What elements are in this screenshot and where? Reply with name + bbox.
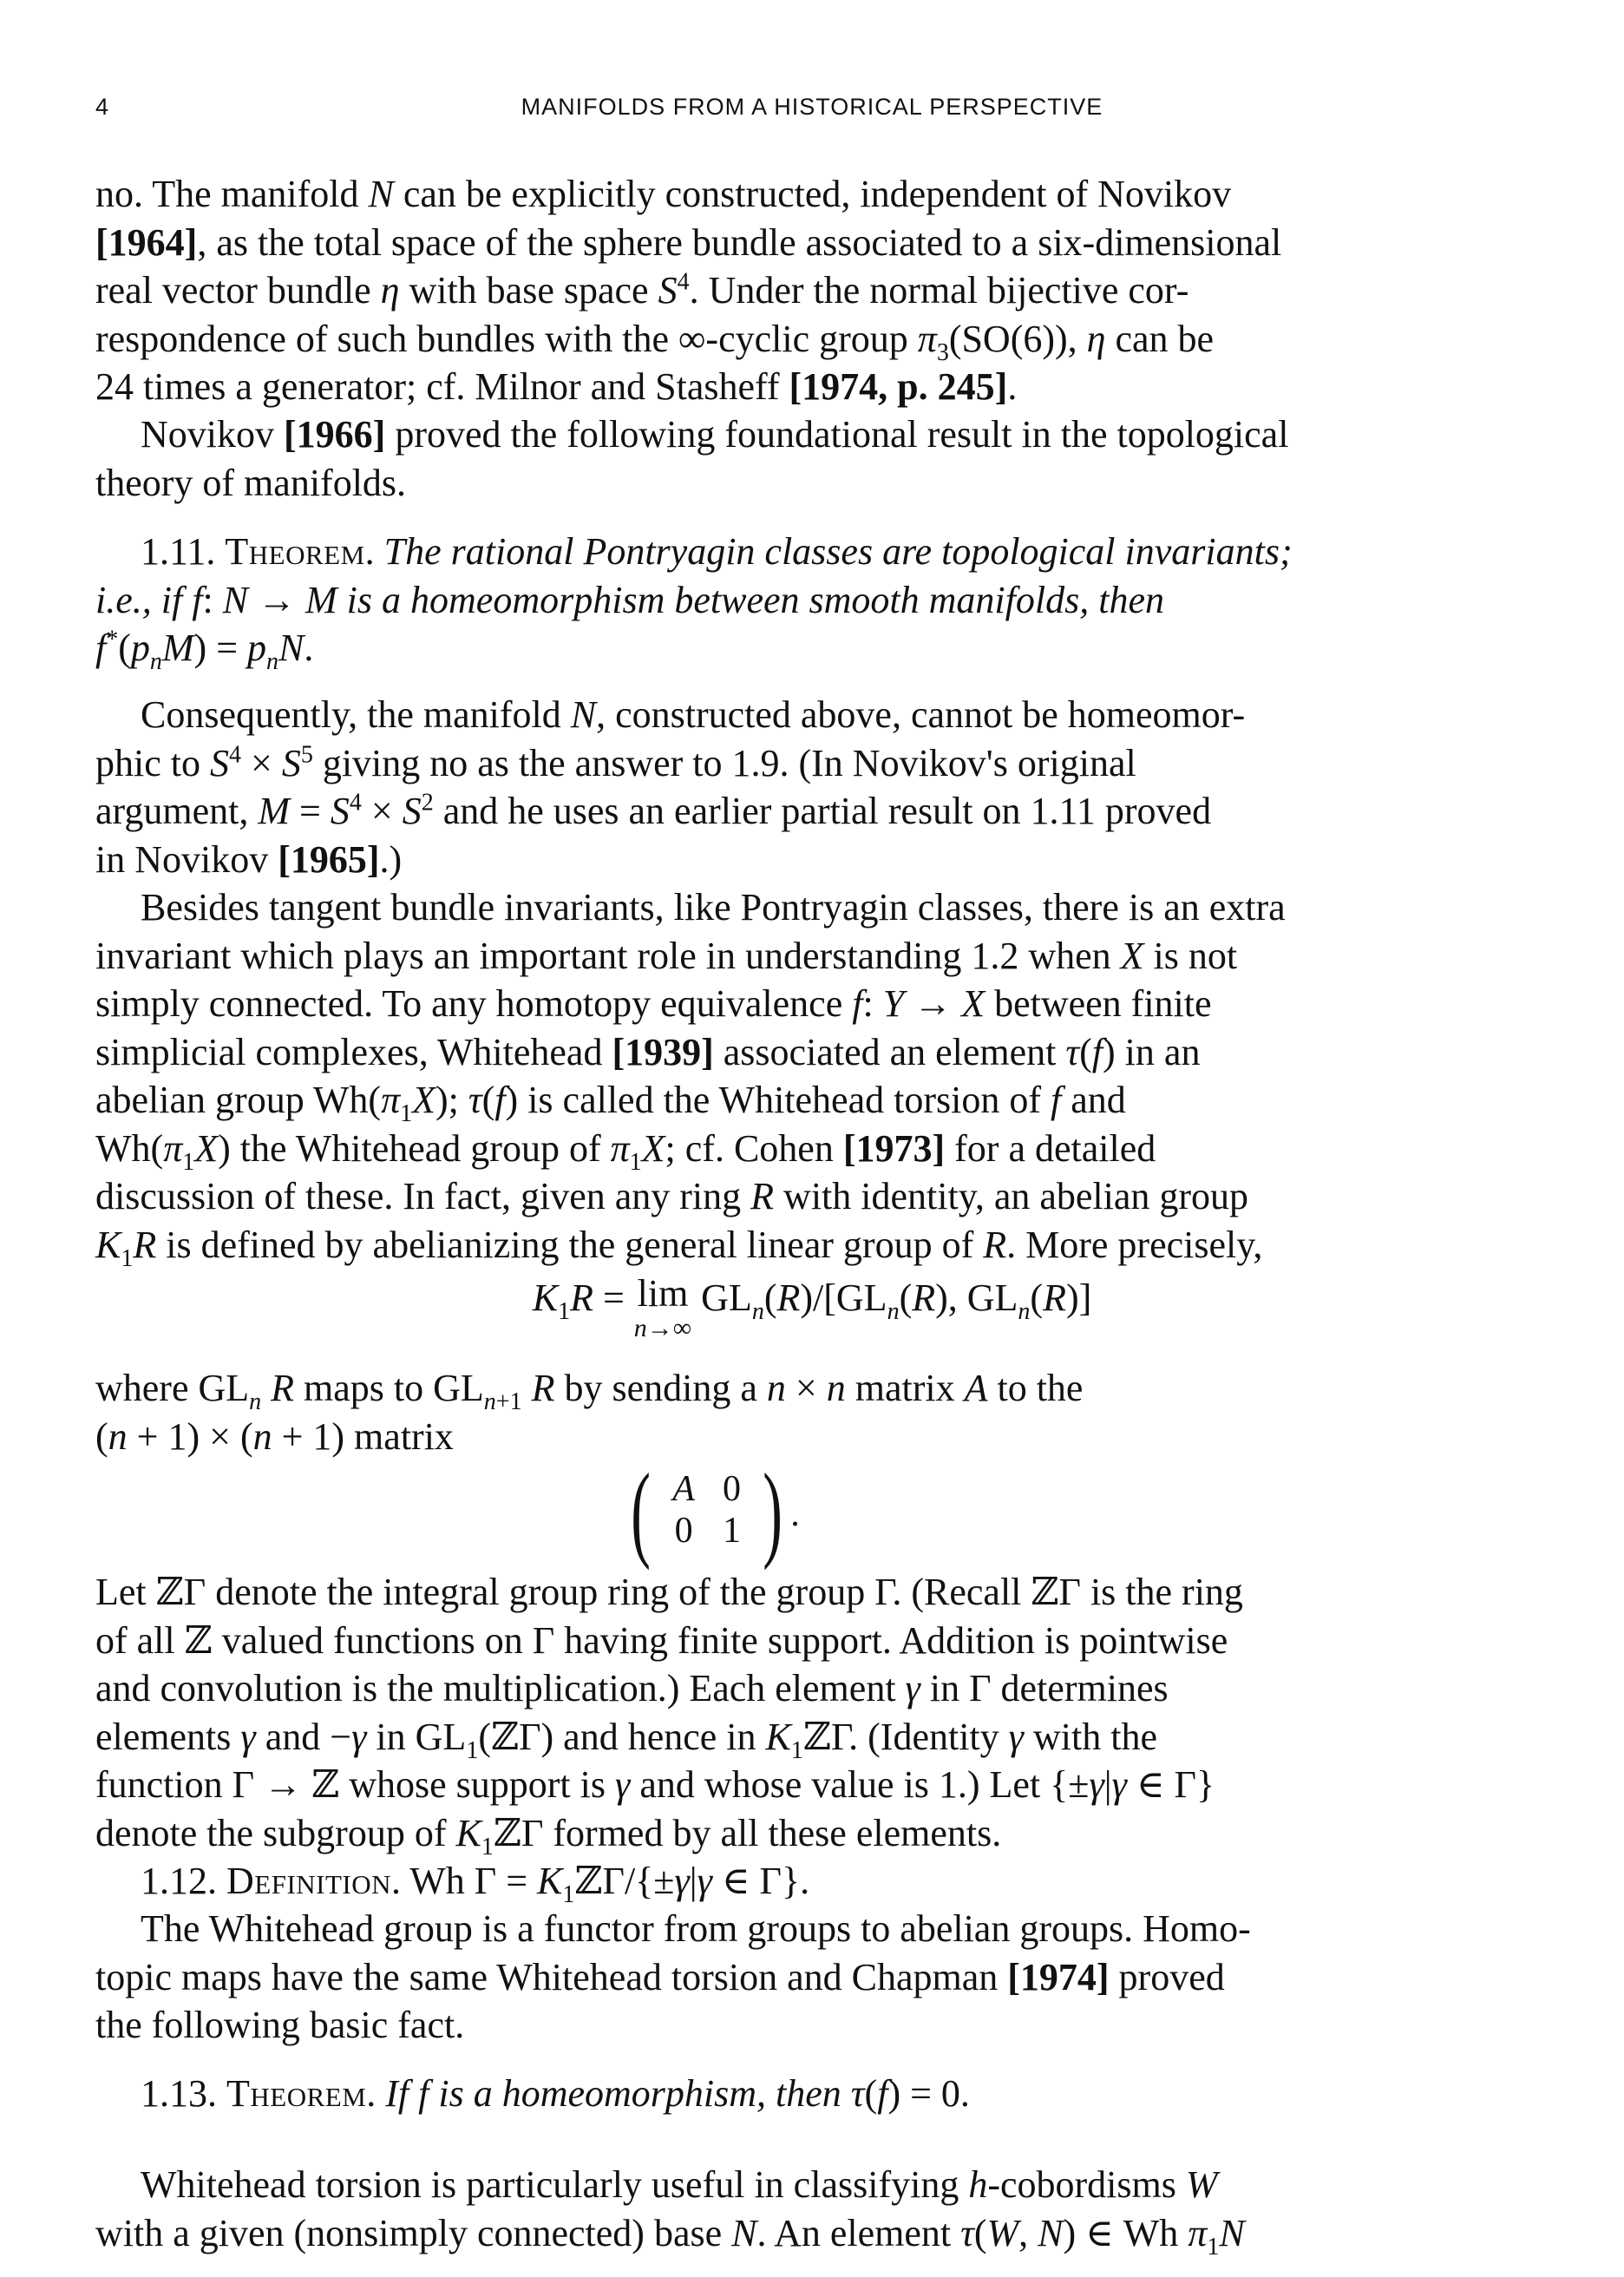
thm111-line-3: $f^*(p_nM) = p_nN$.	[95, 626, 314, 675]
paragraph-6	[95, 1568, 1381, 1860]
p1-line-3: real vector bundle η with base space $S^4$. Under the normal bijective cor-	[95, 268, 1189, 312]
p1-line-1: no. The manifold N can be explicitly constructed, independent of Novikov	[95, 173, 1232, 215]
p6-line-4: elements γ and −γ in $GL_1(ℤ\Gamma)$ and hence in $K_1ℤ\Gamma$. (Identity γ with the	[95, 1715, 1157, 1764]
display-equation-k1r: $K_1R = \lim$ n→∞ $GL_n(R)/[GL_n(R)$, $GL_n(R)$]	[532, 1272, 1092, 1342]
matrix-entries	[658, 1468, 755, 1552]
right-paren: )	[763, 1452, 783, 1571]
p1-line-2: [1964], as the total space of the sphere bundle associated to a six-dimensional	[95, 220, 1282, 264]
p3-line-4: in Novikov [1965].)	[95, 837, 403, 881]
matrix-entry: A	[672, 1469, 695, 1509]
p8-line-1: Whitehead torsion is particularly useful in classifying h-cobordisms W	[141, 2163, 1218, 2206]
theorem-1-11	[95, 528, 1381, 673]
p4-line-1: Besides tangent bundle invariants, like Pontryagin classes, there is an extra	[141, 886, 1286, 929]
paragraph-1	[95, 170, 1381, 411]
p8-line-2: with a given (nonsimply connected) base N. An element τ(W, N) ∈ Wh $\pi_1N$	[95, 2211, 1245, 2261]
running-title: MANIFOLDS FROM A HISTORICAL PERSPECTIVE	[521, 94, 1103, 120]
paragraph-8	[95, 2161, 1381, 2261]
p4-line-3: simply connected. To any homotopy equivalence f: Y → X between finite	[95, 982, 1212, 1025]
p3-line-1: Consequently, the manifold N, constructed above, cannot be homeomor-	[141, 693, 1246, 736]
p2-line-1: Novikov [1966] proved the following foundational result in the topological	[141, 413, 1289, 456]
p4-line-7: discussion of these. In fact, given any ring R with identity, an abelian group	[95, 1175, 1249, 1217]
p4-line-8: $K_1R$ is defined by abelianizing the general linear group of R. More precisely,	[95, 1223, 1263, 1272]
p6-line-1: Let ℤΓ denote the integral group ring of the group Γ. (Recall ℤΓ is the ring	[95, 1571, 1243, 1613]
p6-line-3: and convolution is the multiplication.) Each element γ in Γ determines	[95, 1667, 1169, 1709]
p4-line-5: abelian group $Wh(\pi_1X)$; τ(f) is called the Whitehead torsion of f and	[95, 1079, 1126, 1127]
paragraph-5	[95, 1364, 1381, 1460]
thm113-line-1: 1.13. Theorem. If f is a homeomorphism, then τ(f) = 0.	[141, 2072, 970, 2115]
paragraph-7	[95, 1905, 1381, 2050]
p6-line-5: function Γ → ℤ whose support is γ and whose value is 1.) Let {±γ|γ ∈ Γ}	[95, 1763, 1215, 1806]
p3-line-3: argument, $M = S^4 \times S^2$ and he uses an earlier partial result on 1.11 proved	[95, 789, 1212, 832]
p7-line-3: the following basic fact.	[95, 2004, 465, 2046]
paragraph-3	[95, 691, 1381, 883]
p4-line-6: $Wh(\pi_1X)$ the Whitehead group of $\pi_1X$; cf. Cohen [1973] for a detailed	[95, 1126, 1156, 1176]
p4-line-2: invariant which plays an important role in understanding 1.2 when X is not	[95, 934, 1238, 977]
paragraph-2	[95, 410, 1381, 507]
thm111-line-2: i.e., if f: N → M is a homeomorphism between smooth manifolds, then	[95, 578, 1164, 621]
running-header	[95, 89, 1529, 124]
p3-line-2: phic to $S^4 \times S^5$ giving no as the answer to 1.9. (In Novikov's original	[95, 740, 1136, 784]
left-paren: (	[631, 1452, 652, 1571]
definition-1-12	[95, 1857, 1381, 1906]
p2-line-2: theory of manifolds.	[95, 461, 407, 504]
matrix-entry: 0	[674, 1511, 693, 1551]
limit-operator: lim n→∞	[633, 1272, 692, 1342]
p1-line-4: respondence of such bundles with the ∞-cyclic group $\pi_3(SO(6))$, η can be	[95, 317, 1215, 366]
p5-line-1: where $GL_n$ R maps to $GL_{n+1}$ R by sending a n × n matrix A to the	[95, 1367, 1084, 1415]
theorem-1-13	[95, 2070, 1381, 2118]
p5-line-2: (n + 1) × (n + 1) matrix	[95, 1414, 454, 1458]
p7-line-1: The Whitehead group is a functor from groups to abelian groups. Homo-	[141, 1907, 1251, 1950]
block-matrix: ( A 0 0 1 ) .	[631, 1452, 800, 1571]
matrix-entry: 0	[722, 1469, 741, 1509]
p1-line-5: 24 times a generator; cf. Milnor and Stasheff [1974, p. 245].	[95, 365, 1018, 408]
page-number: 4	[95, 94, 110, 120]
paragraph-4	[95, 883, 1381, 1272]
p4-line-4: simplicial complexes, Whitehead [1939] associated an element τ(f) in an	[95, 1030, 1201, 1073]
p7-line-2: topic maps have the same Whitehead torsion and Chapman [1974] proved	[95, 1955, 1225, 1998]
def112-line-1: 1.12. Definition. Wh $\Gamma = K_1ℤ\Gamma/\{\pm\gamma|\gamma$ ∈ Γ}.	[141, 1860, 810, 1908]
thm111-line-1: 1.11. Theorem. The rational Pontryagin classes are topological invariants;	[141, 530, 1293, 573]
p6-line-2: of all ℤ valued functions on Γ having finite support. Addition is pointwise	[95, 1618, 1228, 1662]
p6-line-6: denote the subgroup of $K_1ℤ\Gamma$ formed by all these elements.	[95, 1811, 1002, 1860]
matrix-entry: 1	[722, 1511, 741, 1551]
